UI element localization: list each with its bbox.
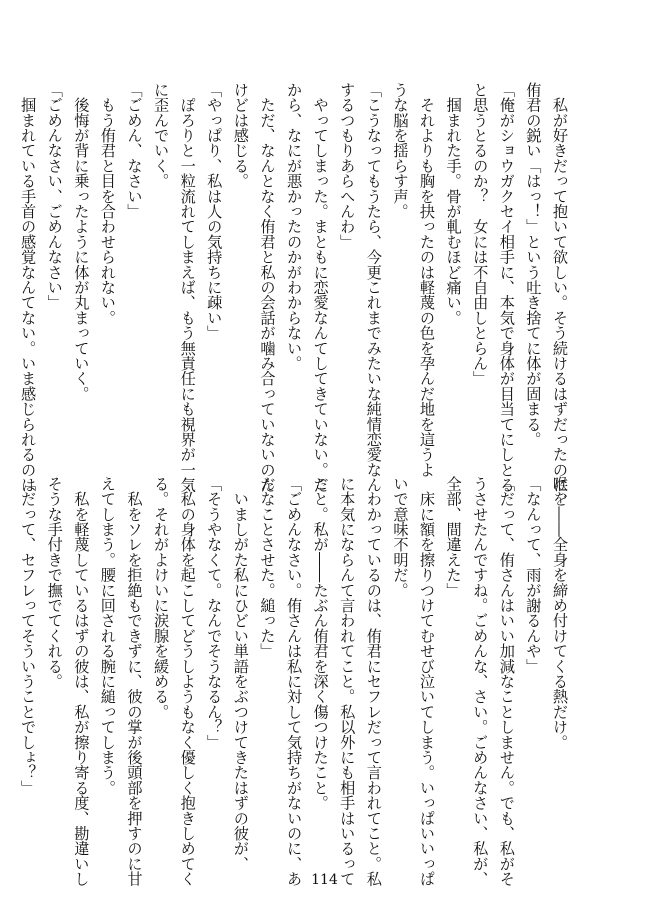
text-line: 「ごめん、なさい」 <box>125 82 144 219</box>
text-line: 喉を――全身を締め付けてくる熱だけ。 <box>551 476 569 750</box>
text-line: 私の身体を起こしてどうしようもなく優しく抱きしめてく <box>178 476 197 887</box>
text-line: いで意味不明だ。 <box>391 476 410 598</box>
text-line: わかっているのは、侑君にセフレだって言われてこと。私 <box>364 476 383 887</box>
text-line: 掴まれた手。骨が軋むほど痛い。 <box>444 82 463 326</box>
text-line: 私をソレを拒絶もできずに、彼の掌が後頭部を押すのに甘 <box>125 476 144 887</box>
text-line: る。それがよけいに涙腺を緩める。 <box>152 476 171 720</box>
text-line: 後悔が背に乗ったように体が丸まっていく。 <box>72 82 91 402</box>
page-number: 114 <box>311 872 338 888</box>
text-line: んなことさせた。縋った」 <box>258 476 277 659</box>
text-line: うな脳を揺らす声。 <box>391 82 410 219</box>
text-line: ただ、なんとなく侑君と私の会話が噛み合っていないのだ <box>258 82 277 493</box>
text-line: いましがた私にひどい単語をぶつけてきたはずの彼が、 <box>231 476 250 872</box>
text-line: に本気にならんて言われてこと。私以外にも相手はいるって <box>338 476 357 887</box>
text-line: と思うとるのか？ 女には不自由しとらん」 <box>471 82 490 386</box>
text-line: 「そうやなくて。なんでそうなるん？」 <box>205 476 224 750</box>
text-line: えてしまう。腰に回される腕に縋ってしまう。 <box>98 476 117 796</box>
text-line: から、なにが悪かったのかがわからない。 <box>285 82 304 371</box>
text-line: 「だって、セフレってそういうことでしょ？」 <box>19 476 38 796</box>
text-line: 「ごめんなさい、ごめんなさい」 <box>45 82 64 310</box>
text-line: 床に額を擦りつけてむせび泣いてしまう。いっぱいいっぱ <box>418 476 437 887</box>
text-line: 私を軽蔑しているはずの彼は、私が擦り寄る度、勘違いし <box>72 476 91 887</box>
text-line: けどは感じる。 <box>231 82 250 189</box>
text-line: こと。私が――たぶん侑君を深く傷つけたこと。 <box>311 476 330 811</box>
text-line: 「やっぱり、私は人の気持ちに疎い」 <box>205 82 224 341</box>
text-line: そうな手付きで撫でてくれる。 <box>45 476 64 689</box>
text-line: 「ごめんなさい。侑さんは私に対して気持ちがないのに、あ <box>285 476 304 887</box>
text-line: 私が好きだって抱いて欲しい。そう続けるはずだったのに、 <box>551 82 569 508</box>
text-line: うさせたんですね。ごめんな、さい。ごめんなさい、私が、 <box>471 476 490 887</box>
text-line: 「なんって、雨が謝るんや」 <box>524 476 543 674</box>
text-line: に歪んでいく。 <box>152 82 171 189</box>
text-line: 「こうなってもうたら、今更これまでみたいな純情恋愛なん <box>364 82 383 493</box>
upper-text-block <box>19 82 573 508</box>
text-line: それよりも胸を抉ったのは軽蔑の色を孕んだ地を這うよ <box>418 82 437 478</box>
text-line: もう侑君と目を合わせられない。 <box>98 82 117 326</box>
text-line: 「だって、侑さんはいい加減なことしません。でも、私がそ <box>497 476 516 887</box>
text-line: 侑君の鋭い「はっ！」という吐き捨てに体が固まる。 <box>524 82 543 447</box>
text-line: 掴まれている手首の感覚なんてない。いま感じられるのは <box>19 82 38 493</box>
text-line: ぽろりと一粒流れてしまえば、もう無責任にも視界が一気 <box>178 82 197 493</box>
text-line: 全部、間違えた」 <box>444 476 463 598</box>
text-line: 「俺がショウガクセイ相手に、本気で身体が目当てにしとる <box>497 82 516 493</box>
text-line: やってしまった。まともに恋愛なんてしてきていない。だ <box>311 82 330 493</box>
text-line: するつもりあらへんわ」 <box>338 82 357 250</box>
